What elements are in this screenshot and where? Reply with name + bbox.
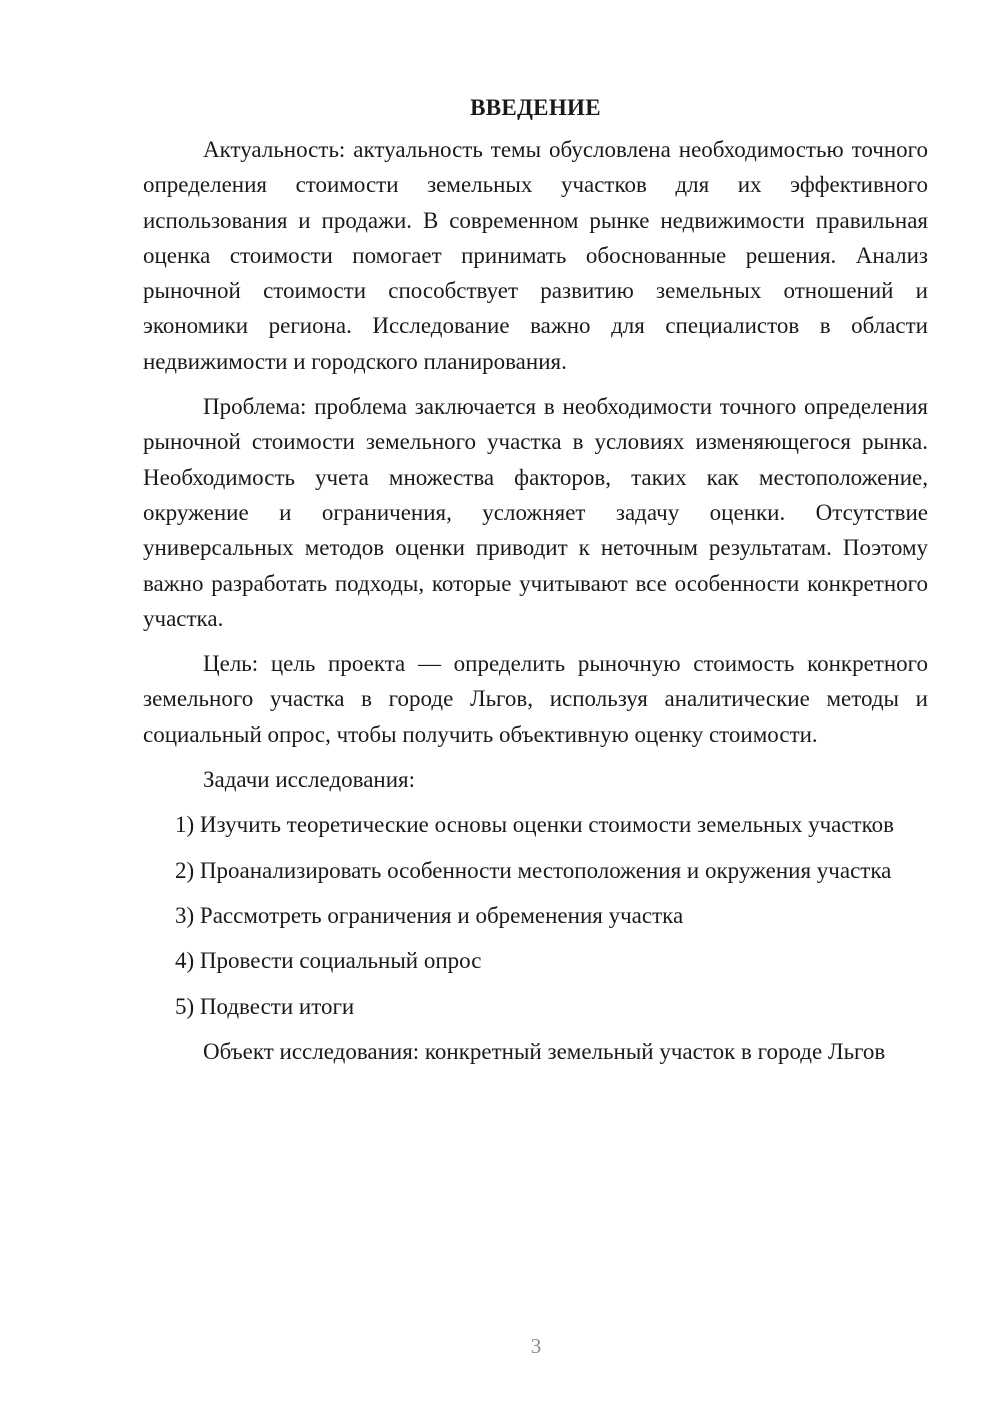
task-item-4: 4) Провести социальный опрос xyxy=(175,948,482,974)
task-item-2: 2) Проанализировать особенности местоположения и окружения участка xyxy=(175,857,892,883)
page-content xyxy=(143,90,928,1069)
paragraph-object: Объект исследования: конкретный земельный участок в городе Льгов xyxy=(203,1038,886,1064)
paragraph-relevance: Актуальность: актуальность темы обусловлена необходимостью точного определения стоимости земельных участков для их эффективного использования и продажи. В современном рынке недвижимости правильная оценка стоимости помогает принимать обоснованные решения. Анализ рыночной стоимости способствует развитию земельных отношений и экономики региона. Исследование важно для специалистов в области недвижимости и городского планирования. xyxy=(143,137,928,374)
paragraph-goal: Цель: цель проекта — определить рыночную стоимость конкретного земельного участка в городе Льгов, используя аналитические методы и социальный опрос, чтобы получить объективную оценку стоимости. xyxy=(143,651,928,747)
task-item-1: 1) Изучить теоретические основы оценки стоимости земельных участков xyxy=(175,812,894,838)
section-title: ВВЕДЕНИЕ xyxy=(470,95,601,120)
tasks-list xyxy=(143,807,928,1023)
task-item-3: 3) Рассмотреть ограничения и обременения участка xyxy=(175,902,684,928)
task-item-5: 5) Подвести итоги xyxy=(175,993,355,1019)
paragraph-problem: Проблема: проблема заключается в необходимости точного определения рыночной стоимости земельного участка в условиях изменяющегося рынка. Необходимость учета множества факторов, таких как местоположение, окружение и ограничения, усложняет задачу оценки. Отсутствие универсальных методов оценки приводит к неточным результатам. Поэтому важно разработать подходы, которые учитывают все особенности конкретного участка. xyxy=(143,394,928,631)
tasks-heading: Задачи исследования: xyxy=(203,767,416,793)
page-number: 3 xyxy=(530,1334,542,1358)
